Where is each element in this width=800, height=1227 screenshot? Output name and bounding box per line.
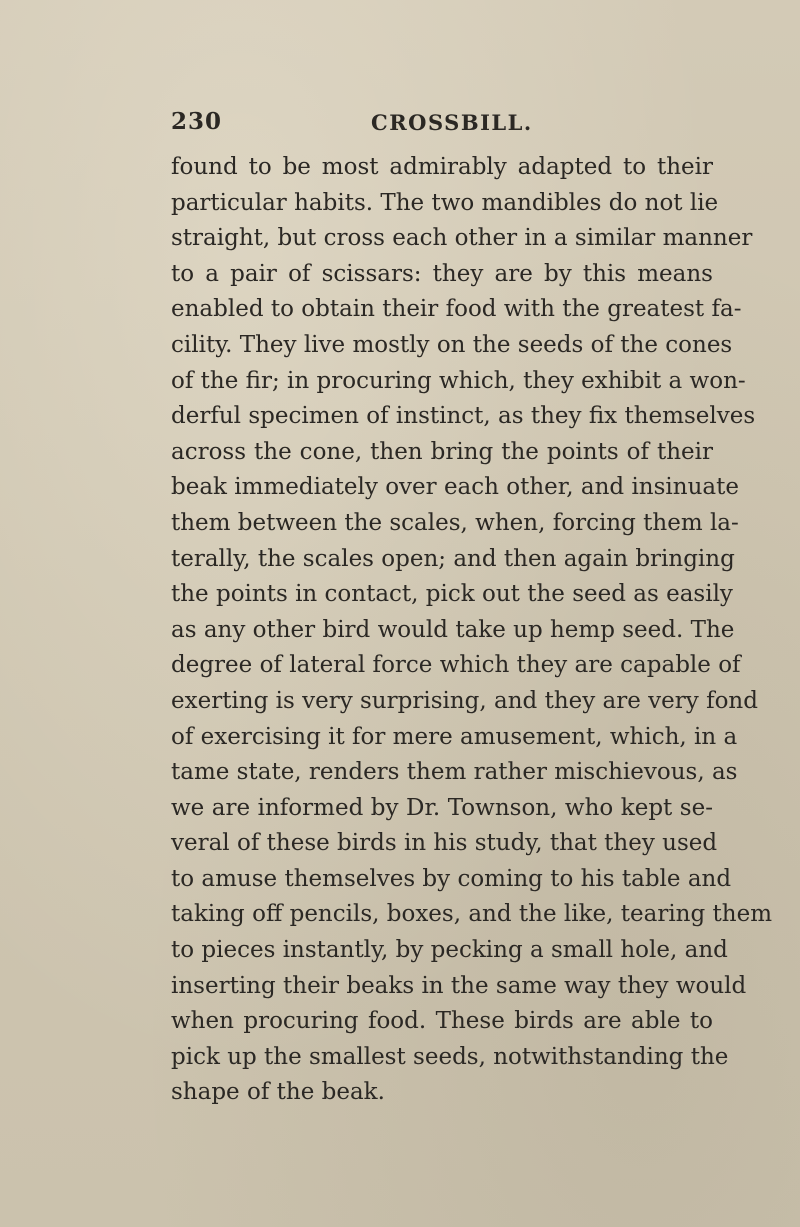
text-line: them between the scales, when, forcing them la-	[171, 509, 739, 536]
text-line: beak immediately over each other, and insinuate	[171, 474, 739, 501]
text-line: veral of these birds in his study, that they used	[171, 830, 718, 857]
text-line: to a pair of scissars: they are by this means	[171, 260, 713, 287]
text-line: pick up the smallest seeds, notwithstanding the	[171, 1043, 729, 1070]
text-line: across the cone, then bring the points of their	[171, 438, 713, 465]
text-line: inserting their beaks in the same way they would	[171, 972, 747, 999]
text-line: particular habits. The two mandibles do not lie	[171, 189, 719, 216]
text-line: cility. They live mostly on the seeds of the cones	[171, 331, 733, 358]
text-line: we are informed by Dr. Townson, who kept se-	[171, 794, 713, 821]
text-line: tame state, renders them rather mischievous, as	[171, 759, 738, 786]
text-line: to pieces instantly, by pecking a small hole, and	[171, 937, 728, 964]
text-line: shape of the beak.	[171, 1079, 385, 1106]
text-line: taking off pencils, boxes, and the like, tearing them	[171, 901, 772, 928]
text-line: terally, the scales open; and then again bringing	[171, 545, 735, 572]
text-line: found to be most admirably adapted to their	[171, 154, 713, 180]
text-line: as any other bird would take up hemp seed. The	[171, 616, 735, 643]
text-line: straight, but cross each other in a similar manner	[171, 225, 753, 252]
text-line: derful specimen of instinct, as they fix themselves	[171, 403, 756, 430]
text-line: when procuring food. These birds are able to	[171, 1008, 713, 1035]
text-line: of the fir; in procuring which, they exhibit a won-	[171, 367, 746, 394]
running-head: CROSSBILL.	[371, 110, 533, 135]
text-line: of exercising it for mere amusement, which, in a	[171, 723, 738, 750]
text-line: the points in contact, pick out the seed as easily	[171, 581, 733, 608]
text-line: to amuse themselves by coming to his table and	[171, 865, 732, 892]
page-header	[171, 108, 691, 142]
body-text	[171, 150, 772, 1111]
page-number: 230	[171, 108, 223, 135]
text-line: degree of lateral force which they are capable of	[171, 652, 741, 679]
text-line: exerting is very surprising, and they are very fond	[171, 687, 758, 714]
text-line: enabled to obtain their food with the greatest fa-	[171, 296, 742, 323]
